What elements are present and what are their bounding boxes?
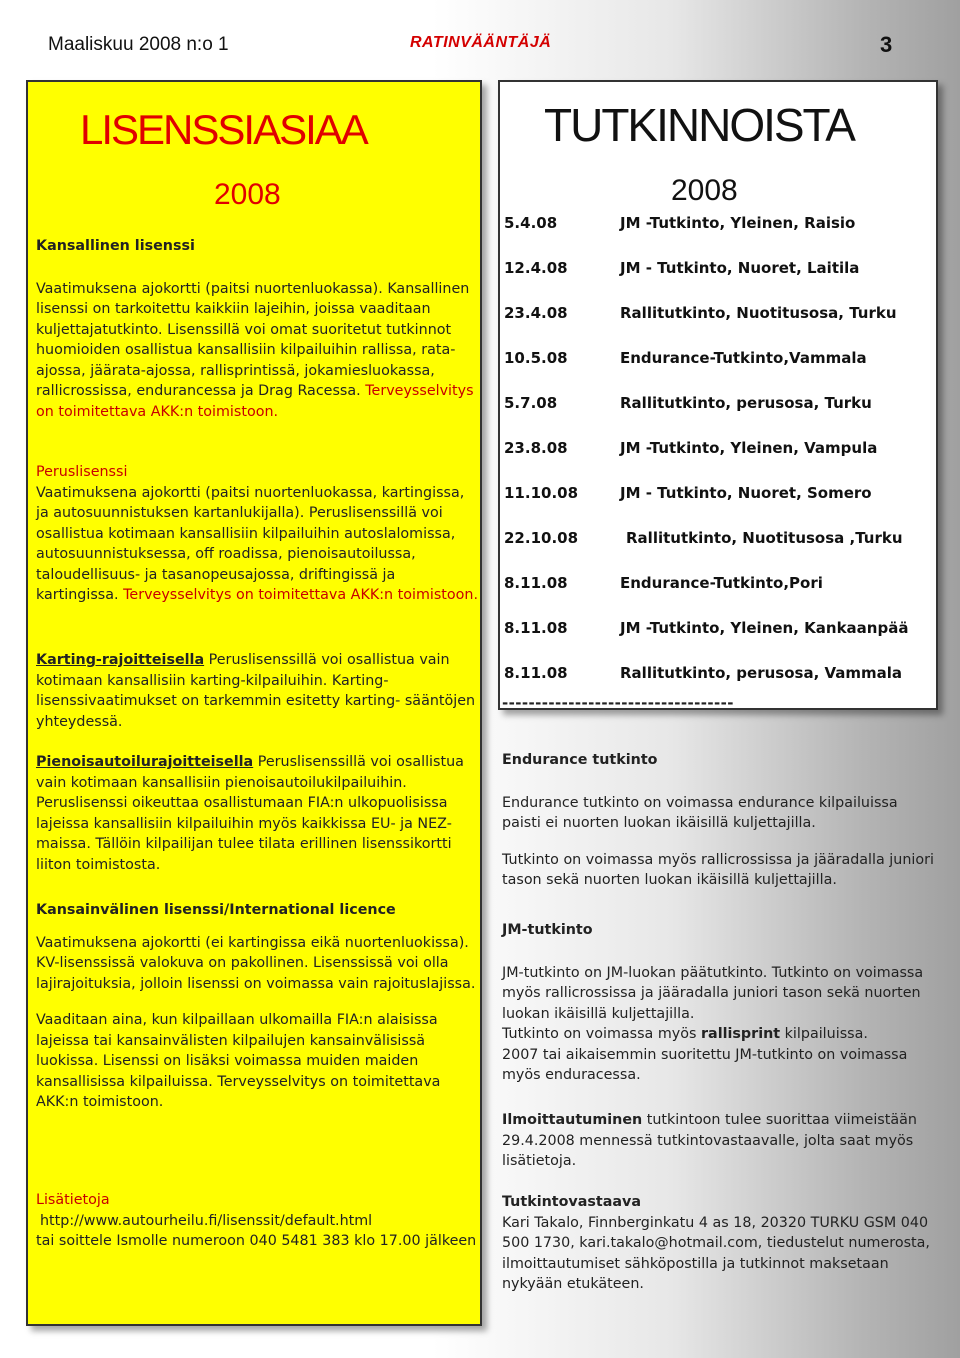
- endurance-section: [502, 750, 940, 891]
- endurance-text: Endurance tutkinto on voimassa endurance kilpailuissa paisti ei nuorten luokan ikäisillä kuljettajilla.: [502, 794, 898, 831]
- jm-exam-section: [502, 920, 940, 1086]
- page-number: 3: [880, 32, 893, 57]
- more-info-phone: tai soittele Ismolle numeroon 040 5481 383 klo 17.00 jälkeen: [36, 1233, 477, 1249]
- more-info-section: [36, 1190, 481, 1252]
- issue-date: Maaliskuu 2008 n:o 1: [48, 34, 229, 55]
- endurance-heading: Endurance tutkinto: [502, 752, 658, 768]
- exam-year: 2008: [671, 174, 738, 207]
- registration-section: [502, 1110, 940, 1172]
- international-license-heading: Kansainvälinen lisenssi/International licence: [36, 902, 396, 918]
- mini-car-section: [36, 752, 481, 875]
- mini-car-text: Pienoisautoilurajoitteisella Peruslisenssillä voi osallistua vain kotimaan kansallisiin pienoisautoilukilpailuihin. Peruslisenssi oikeuttaa osallistumaan FIA:n ulkopuolisissa lajeissa kansallisiin kilpailuihin myös kaikkissa EU- ja NEZ-maissa. Tällöin kilpailijan tulee tilata erillinen lisenssikortti liiton toimistosta.: [36, 754, 464, 873]
- more-info-heading: Lisätietoja: [36, 1192, 110, 1208]
- license-year: 2008: [214, 178, 281, 211]
- national-license-text: Vaatimuksena ajokortti (paitsi nuortenluokassa). Kansallinen lisenssi on tarkoitettu kaikkiin lajeihin, joissa vaaditaan kuljettajatutkinto. Lisenssillä voi omat suoritetut tutkinnot huomioiden osallistua kansallisiin kilpailuihin rallissa, rata-ajossa, jäärata-ajossa, rallisprintissä, jokamiesluokassa, rallicrossissa, endurancessa ja Drag Racessa. Terveysselvitys on toimitettava AKK:n toimistoon.: [36, 280, 474, 420]
- magazine-name: RATINVÄÄNTÄJÄ: [410, 34, 552, 51]
- international-license-requirement: Vaaditaan aina, kun kilpaillaan ulkomailla FIA:n alaisissa lajeissa tai kansainvälisten kilpailujen kansainvälisissä luokissa. Lisenssi on lisäksi voimassa muiden maiden kansallisissa kilpailuissa. Terveysselvitys on toimitettava AKK:n toimistoon.: [36, 1012, 441, 1110]
- basic-license-section: [36, 462, 481, 606]
- endurance-text-2: Tutkinto on voimassa myös rallicrossissa ja jääradalla juniori tason sekä nuorten luokan ikäisillä kuljettajilla.: [502, 851, 934, 888]
- exam-schedule-box: TUTKINNOISTA 2008 5.4.08 JM -Tutkinto, Yleinen, Raisio 12.4.08 JM - Tutkinto, Nuoret, Laitila 23.4.08 Rallitutkinto, Nuotitusosa, Turku 10.5.08 Endurance-Tutkinto,Vammala 5.7.08 Rallitutkinto, perusosa, Turku 23.8.08 JM -Tutkinto, Yleinen, Vampula 11.10.08 JM - Tutkinto, Nuoret, Somero 22.10.08 Rallitutkinto, Nuotitusosa ,Turku 8.11.08 Endurance-Tutkinto,Pori 8.11.08 JM -Tutkinto, Yleinen, Kankaanpää 8.11.08 Rallitutkinto, perusosa, Vammala: [498, 80, 938, 710]
- exam-contact-heading: Tutkintovastaava: [502, 1194, 642, 1210]
- national-license-heading: Kansallinen lisenssi: [36, 238, 195, 254]
- divider-dashes: -----------------------------------: [502, 694, 734, 712]
- exam-contact-section: [502, 1192, 940, 1295]
- jm-exam-heading: JM-tutkinto: [502, 922, 593, 938]
- basic-license-text: Vaatimuksena ajokortti (paitsi nuortenluokassa, kartingissa, ja autosuunnistuksen kartanlukijalla). Peruslisenssillä voi osallistua kotimaan kansallisiin kilpailuihin autoslalomissa, autosuunnistuksessa, off roadissa, pienoisautoilussa, taloudellisuus- ja tasanopeusajossa, driftingissä ja kartingissa. Terveysselvitys on toimitettava AKK:n toimistoon.: [36, 484, 479, 603]
- jm-exam-text: JM-tutkinto on JM-luokan päätutkinto. Tutkinto on voimassa myös rallicrossissa ja jääradalla juniori tason sekä nuorten luokan ikäisillä kuljettajilla.: [502, 964, 924, 1022]
- exam-title: TUTKINNOISTA: [544, 99, 854, 151]
- license-info-box: [26, 80, 482, 1326]
- national-license-section: [36, 236, 481, 422]
- international-license-section: [36, 900, 481, 1113]
- license-title: LISENSSIASIAA: [80, 106, 367, 153]
- more-info-link[interactable]: http://www.autourheilu.fi/lisenssit/default.html: [40, 1212, 373, 1229]
- jm-exam-older: 2007 tai aikaisemmin suoritettu JM-tutkinto on voimassa myös enduracessa.: [502, 1046, 908, 1083]
- registration-text: Ilmoittautuminen tutkintoon tulee suorittaa viimeistään 29.4.2008 mennessä tutkintovastaavalle, jolta saat myös lisätietoja.: [502, 1112, 917, 1169]
- exam-contact-text: Kari Takalo, Finnberginkatu 4 as 18, 20320 TURKU GSM 040 500 1730, kari.takalo@hotmail.com, tiedustelut numerosta, ilmoittautumiset sähköpostilla ja tutkinnot maksetaan nykyään etukäteen.: [502, 1214, 930, 1292]
- international-license-text: Vaatimuksena ajokortti (ei kartingissa eikä nuortenluokissa). KV-lisenssissä valokuva on pakollinen. Lisenssissä voi olla lajirajoituksia, jolloin lisenssi on voimassa vain rajoituslajissa.: [36, 934, 476, 992]
- karting-section: [36, 650, 481, 732]
- jm-exam-rallisprint: Tutkinto on voimassa myös rallisprint kilpailuissa.: [502, 1026, 868, 1042]
- basic-license-heading: Peruslisenssi: [36, 464, 128, 480]
- karting-text: Karting-rajoitteisella Peruslisenssillä voi osallistua vain kotimaan kansallisiin karting-kilpailuihin. Karting-lisenssivaatimukset on tarkemmin esitetty karting- sääntöjen yhteydessä.: [36, 652, 476, 730]
